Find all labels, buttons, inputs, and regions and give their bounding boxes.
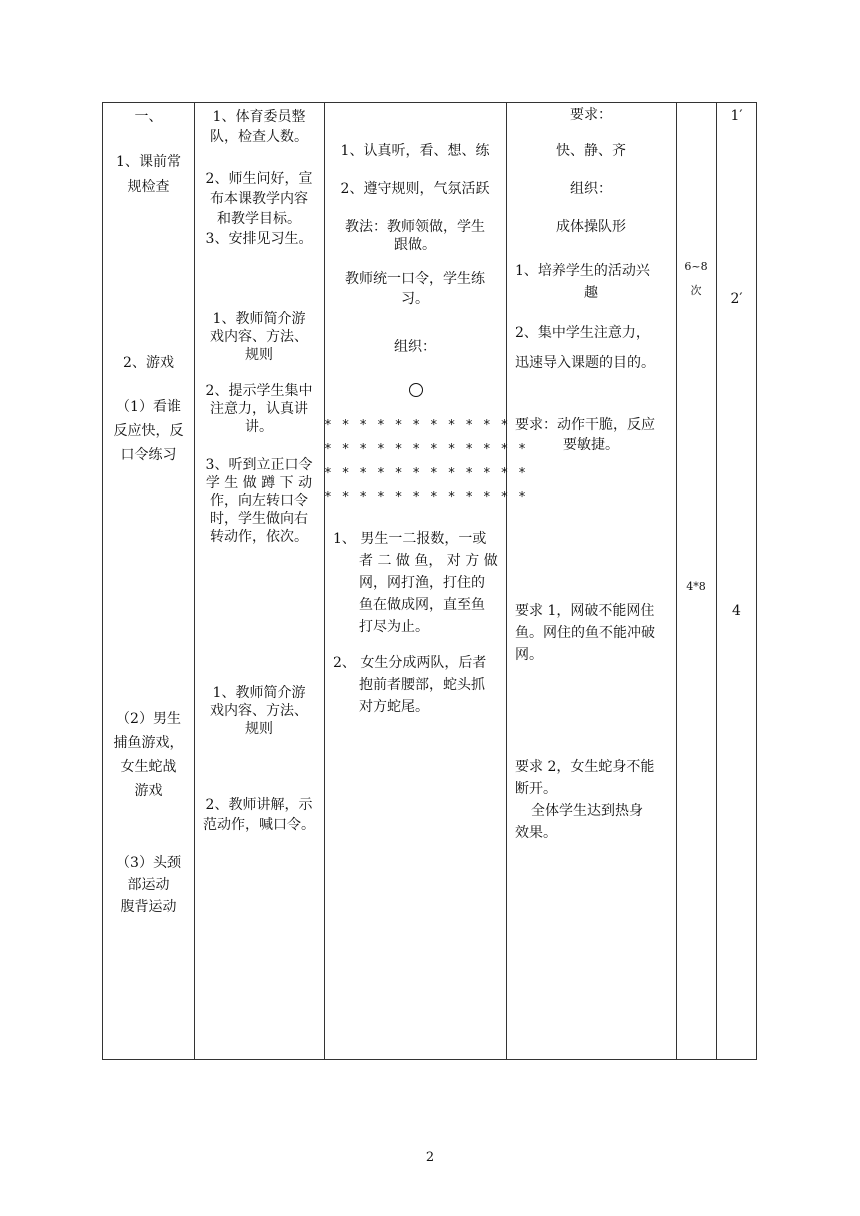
text-line: 迅速导入课题的目的。	[515, 355, 655, 371]
sub-item-label: 反应快，反	[113, 423, 184, 439]
text-line: 2、教师讲解，示	[205, 797, 313, 813]
text-line: 2、遵守规则，气氛活跃	[340, 181, 490, 197]
sub-item-label: 捕鱼游戏，	[113, 735, 184, 751]
text-line: 1、培养学生的活动兴	[515, 263, 650, 279]
text-line: 规则	[245, 347, 273, 363]
text-line: 网。	[515, 647, 543, 663]
section-heading: 一、	[134, 109, 163, 125]
text-line: 2、师生问好，宣	[205, 171, 313, 187]
text-line: 1、教师简介游	[212, 311, 306, 327]
sub-item-label: （2）男生	[116, 711, 181, 727]
text-line: 作，向左转口令	[210, 493, 308, 509]
teacher-position-circle	[409, 383, 423, 397]
text-line: 布本课教学内容	[210, 191, 308, 207]
sub-item-label: （1）看谁	[116, 399, 181, 415]
repetition-count: 6~8	[684, 260, 708, 273]
text-line: 组织：	[570, 181, 612, 197]
text-line: 要求 1，网破不能网住	[515, 603, 655, 619]
text-line: 教师统一口令，学生练	[345, 271, 485, 287]
text-line: 要求：	[570, 107, 612, 123]
text-line: 要求 2，女生蛇身不能	[515, 759, 655, 775]
formation-row: * * * * * * * * * * * *	[324, 490, 528, 505]
formation-row: * * * * * * * * * * * *	[324, 466, 528, 481]
time-value: 1′	[730, 108, 743, 124]
text-line: 跟做。	[394, 237, 436, 253]
time-value: 4	[732, 603, 741, 619]
text-line: 戏内容、方法、	[210, 703, 308, 719]
sub-item-label: 游戏	[134, 783, 163, 799]
text-line: 教法：教师领做，学生	[345, 219, 485, 235]
text-line: 学 生 做 蹲 下 动	[205, 475, 313, 491]
text-line: 注意力，认真讲	[210, 401, 308, 417]
time-value: 2′	[730, 291, 743, 307]
text-line: 1、体育委员整	[212, 109, 306, 125]
item-label: 1、课前常	[116, 154, 181, 170]
column-divider	[716, 103, 717, 1059]
formation-row: * * * * * * * * * * * *	[324, 442, 528, 457]
item-label: 规检查	[127, 179, 170, 195]
text-line: 习。	[401, 291, 429, 307]
text-line: 1、教师简介游	[212, 685, 306, 701]
text-line: 1、 男生一二报数，一或	[333, 531, 487, 547]
sub-item-label: （3）头颈	[116, 855, 181, 871]
text-line: 要求：动作干脆，反应	[515, 417, 655, 433]
repetition-unit: 次	[690, 284, 702, 297]
repetition-count: 4*8	[686, 580, 706, 593]
text-line: 对方蛇尾。	[359, 699, 429, 715]
text-line: 3、安排见习生。	[205, 231, 313, 247]
text-line: 2、集中学生注意力，	[515, 325, 650, 341]
sub-item-label: 口令练习	[120, 447, 177, 463]
text-line: 规则	[245, 721, 273, 737]
item-label: 2、游戏	[123, 355, 174, 371]
column-divider	[506, 103, 507, 1059]
text-line: 鱼。网住的鱼不能冲破	[515, 625, 655, 641]
lesson-plan-table	[102, 102, 757, 1060]
text-line: 成体操队形	[556, 219, 626, 235]
text-line: 2、 女生分成两队，后者	[333, 655, 487, 671]
text-line: 网，网打渔，打住的	[359, 575, 485, 591]
text-line: 断开。	[515, 781, 557, 797]
formation-row: * * * * * * * * * * *	[324, 418, 510, 433]
text-line: 队，检查人数。	[210, 129, 308, 145]
text-line: 范动作，喊口令。	[203, 817, 315, 833]
text-line: 转动作，依次。	[210, 529, 308, 545]
text-line: 鱼在做成网，直至鱼	[359, 597, 485, 613]
text-line: 时，学生做向右	[210, 511, 308, 527]
text-line: 打尽为止。	[359, 619, 429, 635]
text-line: 3、听到立正口令	[205, 457, 313, 473]
text-line: 快、静、齐	[556, 143, 626, 159]
organization-label: 组织：	[394, 339, 436, 355]
text-line: 效果。	[515, 825, 557, 841]
sub-item-label: 部运动	[127, 877, 170, 893]
text-line: 戏内容、方法、	[210, 329, 308, 345]
text-line: 2、提示学生集中	[205, 383, 313, 399]
sub-item-label: 女生蛇战	[120, 759, 177, 775]
page-number: 2	[425, 1150, 435, 1165]
text-line: 和教学目标。	[217, 211, 301, 227]
sub-item-label: 腹背运动	[120, 899, 177, 915]
text-line: 1、认真听，看、想、练	[340, 143, 490, 159]
text-line: 讲。	[245, 419, 273, 435]
text-line: 趣	[584, 285, 598, 301]
text-line: 者 二 做 鱼， 对 方 做	[359, 553, 498, 569]
text-line: 全体学生达到热身	[531, 803, 643, 819]
text-line: 抱前者腰部，蛇头抓	[359, 677, 485, 693]
text-line: 要敏捷。	[563, 437, 619, 453]
